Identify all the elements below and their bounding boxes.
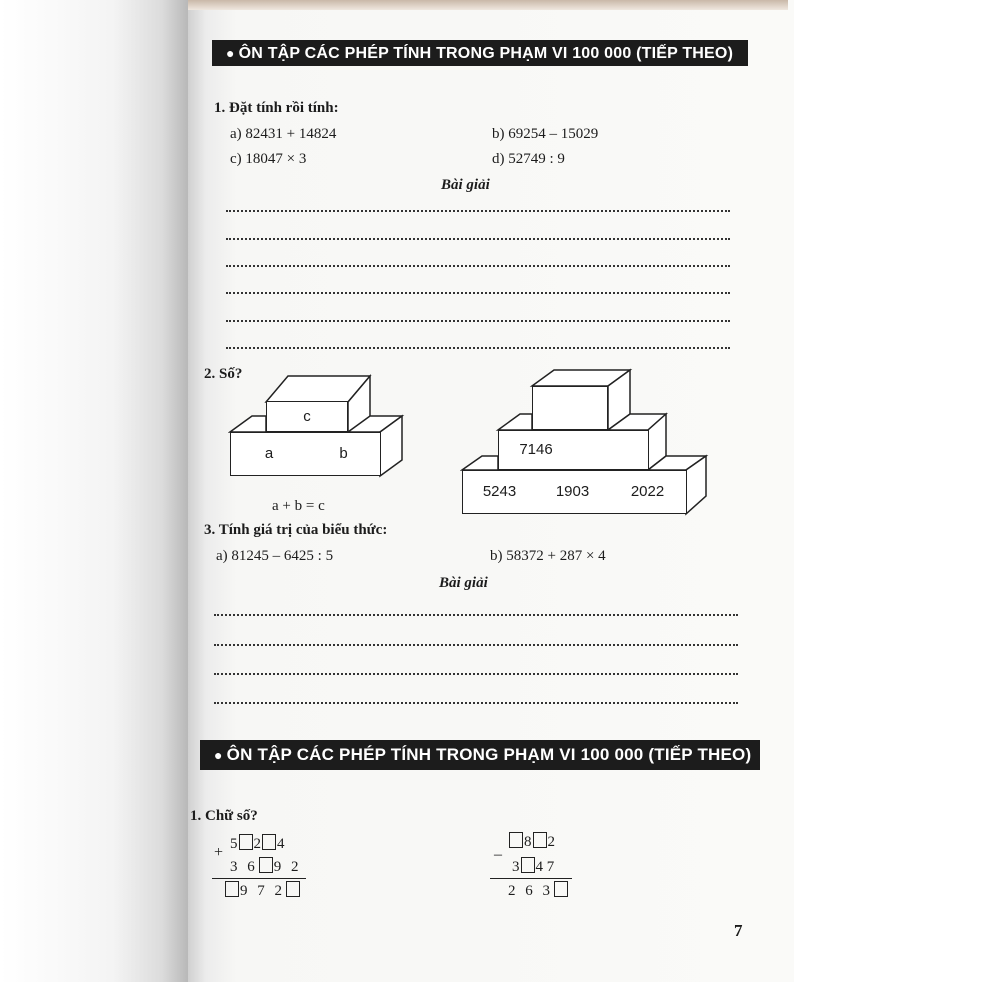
digit-box[interactable]	[259, 857, 273, 873]
answer-line[interactable]	[226, 238, 730, 240]
exercise-3-item-a: a) 81245 – 6425 : 5	[216, 548, 334, 564]
solution-label: Bài giải	[439, 575, 488, 591]
addition-operator: +	[214, 844, 224, 861]
digit-box[interactable]	[286, 881, 300, 897]
bullet-icon: ●	[214, 747, 223, 763]
digit: 2	[291, 859, 302, 875]
brick-label: 1903	[555, 483, 590, 500]
digit: 4	[535, 859, 543, 875]
bullet-icon: ●	[226, 45, 235, 61]
book-spine-shadow	[0, 0, 188, 982]
digit-box[interactable]	[239, 834, 253, 850]
exercise-1-item-d: d) 52749 : 9	[492, 151, 565, 167]
digit: 7	[257, 883, 268, 899]
addition-result	[224, 881, 301, 900]
answer-line[interactable]	[226, 347, 730, 349]
digit: 6	[247, 859, 258, 875]
brick-label: 2022	[630, 483, 665, 500]
digit-box[interactable]	[225, 881, 239, 897]
brick-label: c	[303, 408, 311, 425]
subtraction-rule	[490, 878, 572, 879]
brick-middle-right[interactable]	[573, 430, 649, 470]
digit: 3	[542, 883, 553, 899]
digit: 3	[230, 859, 241, 875]
digit: 6	[525, 883, 536, 899]
brick-c	[266, 401, 348, 432]
section-banner	[212, 40, 748, 66]
digit-box[interactable]	[262, 834, 276, 850]
subtraction-result	[508, 881, 569, 900]
brick-7146	[498, 430, 574, 470]
answer-line[interactable]	[226, 265, 730, 267]
exercise-1-item-c: c) 18047 × 3	[230, 151, 307, 167]
brick-1903	[536, 470, 610, 514]
digit: 2	[508, 883, 519, 899]
addition-row-2	[230, 857, 302, 876]
section-title: ÔN TẬP CÁC PHÉP TÍNH TRONG PHẠM VI 100 000 (TIẾP THEO)	[238, 45, 734, 62]
brick-top-face	[498, 414, 532, 430]
brick-label: 5243	[482, 483, 517, 500]
brick-label: 7146	[519, 441, 553, 458]
digit: 2	[253, 836, 261, 852]
exercise-3-title: 3. Tính giá trị của biểu thức:	[204, 522, 388, 538]
brick-top-face	[230, 416, 266, 432]
answer-line[interactable]	[214, 702, 738, 704]
answer-line[interactable]	[214, 614, 738, 616]
brick-top[interactable]	[532, 386, 608, 430]
answer-line[interactable]	[214, 673, 738, 675]
answer-line[interactable]	[214, 644, 738, 646]
brick-b[interactable]	[307, 432, 381, 476]
section-title: ÔN TẬP CÁC PHÉP TÍNH TRONG PHẠM VI 100 000 (TIẾP THEO)	[226, 745, 752, 764]
exercise-1b-title: 1. Chữ số?	[190, 808, 258, 824]
brick-label: b	[339, 445, 348, 462]
digit: 4	[277, 836, 285, 852]
brick-5243	[462, 470, 537, 514]
addition-row-1	[230, 834, 285, 853]
exercise-3-item-b: b) 58372 + 287 × 4	[490, 548, 606, 564]
section-banner	[200, 740, 760, 770]
page-number: 7	[734, 921, 743, 940]
digit: 9	[240, 883, 251, 899]
digit-box[interactable]	[509, 832, 523, 848]
digit-box[interactable]	[554, 881, 568, 897]
digit: 3	[512, 859, 520, 875]
subtraction-row-1	[508, 832, 555, 851]
exercise-2-title: 2. Số?	[204, 366, 243, 382]
subtraction-operator: –	[494, 846, 502, 863]
brick-2022	[609, 470, 687, 514]
digit: 9	[273, 859, 285, 875]
subtraction-row-2	[512, 857, 554, 876]
digit: 7	[546, 859, 555, 875]
answer-line[interactable]	[226, 292, 730, 294]
addition-rule	[212, 878, 306, 879]
exercise-1-item-a: a) 82431 + 14824	[230, 126, 337, 142]
digit-box[interactable]	[521, 857, 535, 873]
page-top-edge	[188, 0, 788, 10]
exercise-1-item-b: b) 69254 – 15029	[492, 126, 599, 142]
digit: 5	[230, 836, 238, 852]
answer-line[interactable]	[226, 210, 730, 212]
brick-a[interactable]	[230, 432, 308, 476]
digit: 2	[274, 883, 285, 899]
solution-label: Bài giải	[441, 177, 490, 193]
exercise-1-title: 1. Đặt tính rồi tính:	[214, 100, 339, 116]
digit: 8	[524, 834, 532, 850]
digit-box[interactable]	[533, 832, 547, 848]
background	[794, 0, 982, 982]
brick-label: a	[264, 445, 274, 462]
answer-line[interactable]	[226, 320, 730, 322]
pyramid-caption: a + b = c	[272, 498, 325, 514]
digit: 2	[547, 834, 555, 850]
brick-top-face	[462, 456, 498, 470]
